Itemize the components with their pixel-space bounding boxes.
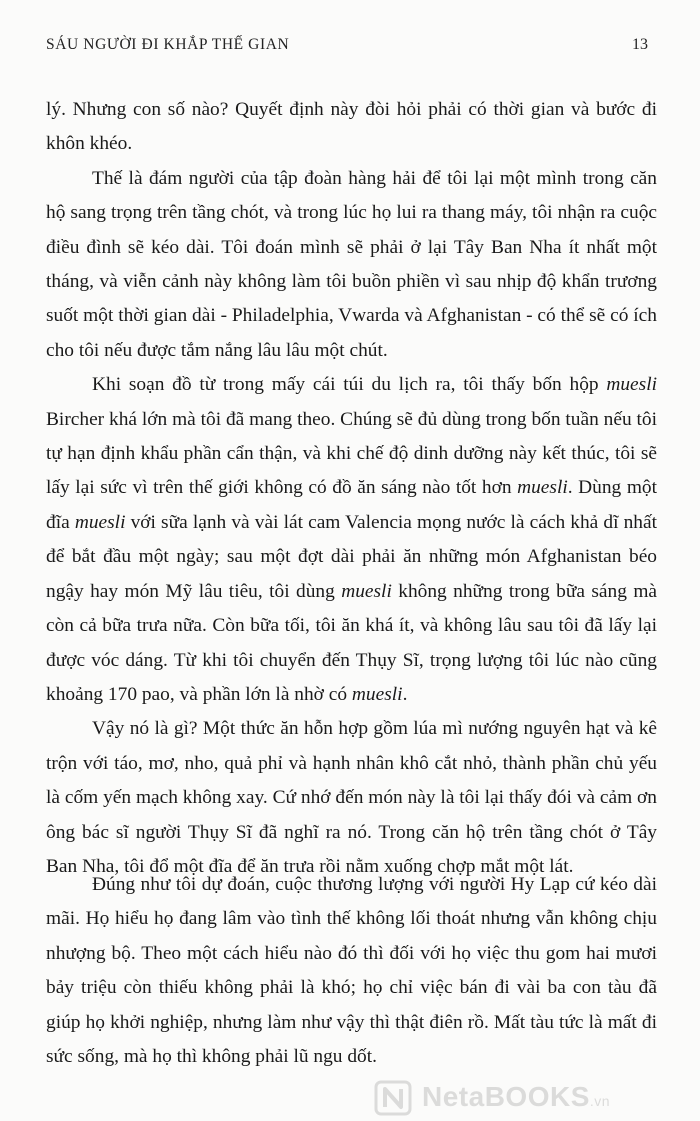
italic-term: muesli bbox=[606, 374, 657, 396]
watermark-suffix: .vn bbox=[589, 1093, 611, 1109]
running-title: SÁU NGƯỜI ĐI KHẮP THẾ GIAN bbox=[46, 36, 290, 53]
paragraph-4 bbox=[46, 712, 657, 884]
text-run: không những trong bữa sáng mà còn cả bữa trưa nữa. Còn bữa tối, tôi ăn khá ít, và không lâu sau tôi đã lấy lại được vóc dáng. Từ khi tôi chuyển đến Thụy Sĩ, trọng lượng tôi lúc nào cũng khoảng 170 pao, và phần lớn là nhờ có bbox=[46, 580, 658, 705]
paragraph-5 bbox=[46, 868, 657, 1074]
page-number: 13 bbox=[632, 36, 648, 53]
text-run: Vậy nó là gì? Một thức ăn hỗn hợp gồm lúa mì nướng nguyên hạt và kê trộn với táo, mơ, nho, quả phỉ và hạnh nhân khô cắt nhỏ, thành phần chủ yếu là cốm yến mạch không xay. Cứ nhớ đến món này là tôi lại thấy đói và cảm ơn ông bác sĩ người Thụy Sĩ đã nghĩ ra nó. Trong căn hộ trên tầng chót ở Tây Ban Nha, tôi đổ một đĩa để ăn trưa rồi nằm xuống chợp mắt một lát. bbox=[46, 718, 657, 877]
text-run: Khi soạn đồ từ trong mấy cái túi du lịch ra, tôi thấy bốn hộp bbox=[92, 374, 607, 396]
text-run: Thế là đám người của tập đoàn hàng hải để tôi lại một mình trong căn hộ sang trọng trên tầng chót, và trong lúc họ lui ra thang máy, tôi nhận ra cuộc điều đình sẽ kéo dài. Tôi đoán mình sẽ phải ở lại Tây Ban Nha ít nhất một tháng, và viễn cảnh này không làm tôi buồn phiền vì sau nhịp độ khẩn trương suốt một thời gian dài - Philadelphia, Vwarda và Afghanistan - có thể sẽ có ích cho tôi nếu được tắm nắng lâu lâu một chút. bbox=[46, 167, 657, 361]
paragraph-1 bbox=[46, 93, 657, 162]
text-block-main bbox=[46, 93, 657, 884]
text-run: với sữa lạnh và vài lát cam Valencia mọng nước là cách khả dĩ nhất để bắt đầu một ngày; sau một đợt dài phải ăn những món Afghanistan béo ngậy hay món Mỹ lâu tiêu, tôi dùng bbox=[46, 511, 657, 602]
page-header bbox=[46, 36, 648, 56]
paragraph-3 bbox=[46, 368, 657, 712]
watermark bbox=[374, 1078, 694, 1118]
watermark-brand: NetaBOOKS bbox=[422, 1081, 590, 1112]
italic-term: muesli bbox=[341, 580, 392, 602]
watermark-text bbox=[422, 1081, 610, 1113]
text-run: . bbox=[402, 683, 408, 705]
text-run: Bircher khá lớn mà tôi đã mang theo. Chúng sẽ đủ dùng trong bốn tuần nếu tôi tự hạn định khẩu phần cẩn thận, và khi chế độ dinh dưỡng này kết thúc, tôi sẽ lấy lại sức vì trên thế giới không có đồ ăn sáng nào tốt hơn bbox=[46, 408, 657, 499]
italic-term: muesli bbox=[517, 477, 568, 499]
paragraph-2 bbox=[46, 162, 657, 368]
netabooks-logo-icon bbox=[374, 1078, 416, 1118]
text-run: Đúng như tôi dự đoán, cuộc thương lượng với người Hy Lạp cứ kéo dài mãi. Họ hiểu họ đang lâm vào tình thế không lối thoát nhưng vẫn không chịu nhượng bộ. Theo một cách hiểu nào đó thì đối với họ việc thu gom hai mươi bảy triệu còn thiếu không phải là khó; họ chỉ việc bán đi vài ba con tàu đã giúp họ khởi nghiệp, nhưng làm như vậy thì thật điên rồ. Mất tàu tức là mất đi sức sống, mà họ thì không phải lũ ngu dốt. bbox=[46, 874, 657, 1068]
italic-term: muesli bbox=[74, 511, 126, 533]
text-run: . Dùng một đĩa bbox=[46, 477, 657, 533]
text-block-section-2 bbox=[46, 868, 657, 1074]
italic-term: muesli bbox=[351, 683, 403, 705]
text-run: lý. Nhưng con số nào? Quyết định này đòi hỏi phải có thời gian và bước đi khôn khéo. bbox=[46, 99, 657, 155]
